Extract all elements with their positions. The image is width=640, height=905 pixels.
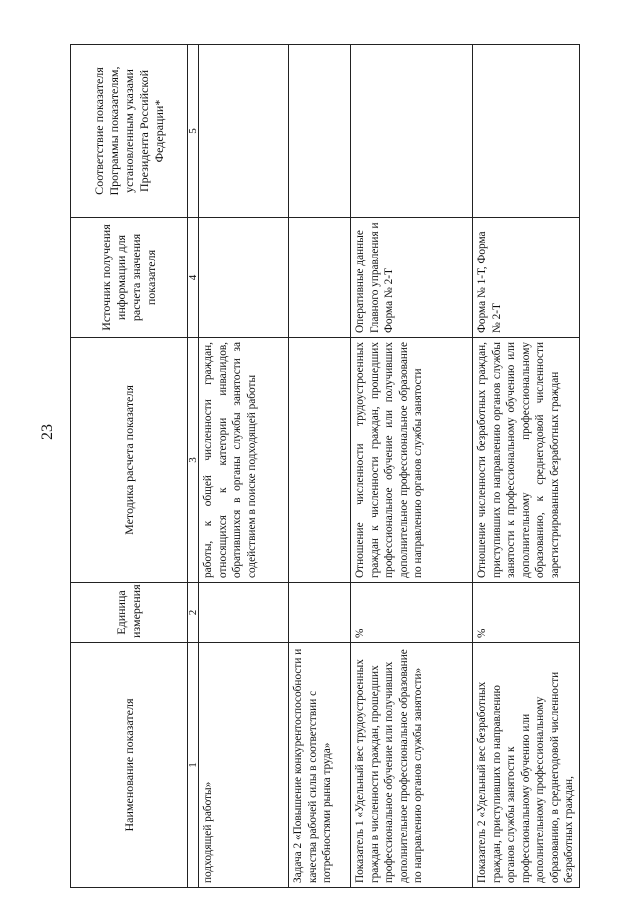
indicators-table (70, 44, 580, 888)
header-compliance: Соответствие показателя Программы показателям, установленным указами Президента Российской Федерации* (71, 45, 188, 218)
header-name: Наименование показателя (71, 643, 188, 888)
column-number: 3 (188, 338, 199, 583)
table-row (289, 45, 351, 888)
table-row (199, 45, 289, 888)
calculation-method: Отношение численности трудоустроенных граждан к численности граждан, прошедших профессиональное обучение или получивших дополнительное профессиональное образование по направлению органов службы занятости (351, 338, 473, 583)
compliance (199, 45, 289, 218)
data-source: Форма № 1-Т, Форма № 2-Т (473, 218, 580, 338)
indicator-unit (289, 583, 351, 643)
header-unit: Единица измерения (71, 583, 188, 643)
data-source (199, 218, 289, 338)
data-source (289, 218, 351, 338)
compliance (351, 45, 473, 218)
indicator-unit: % (473, 583, 580, 643)
table-row (351, 45, 473, 888)
calculation-method (289, 338, 351, 583)
header-source: Источник получения информации для расчета значения показателя (71, 218, 188, 338)
indicator-name: подходящей работы» (199, 643, 289, 888)
column-number: 1 (188, 643, 199, 888)
header-row (71, 45, 188, 888)
task-name: Задача 2 «Повышение конкурентоспособности и качества рабочей силы в соответствии с потребностями рынка труда» (289, 643, 351, 888)
compliance (289, 45, 351, 218)
page-number: 23 (39, 424, 56, 440)
compliance (473, 45, 580, 218)
calculation-method: Отношение численности безработных граждан, приступивших по направлению органов службы занятости к профессиональному обучению или дополнительному профессиональному образованию, к среднегодовой численности зарегистрированных безработных граждан (473, 338, 580, 583)
column-number: 2 (188, 583, 199, 643)
indicator-name: Показатель 2 «Удельный вес безработных граждан, приступивших по направлению органов службы занятости к профессиональному обучению или дополнительному профессиональному образованию, в среднегодовой численности безработных граждан, (473, 643, 580, 888)
calculation-method: работы, к общей численности граждан, относящихся к категории инвалидов, обратившихся в органы службы занятости за содействием в поиске подходящей работы (199, 338, 289, 583)
data-source: Оперативные данные Главного управления и Форма № 2-Т (351, 218, 473, 338)
header-method: Методика расчета показателя (71, 338, 188, 583)
rotated-page (70, 45, 626, 888)
indicator-name: Показатель 1 «Удельный вес трудоустроенных граждан в численности граждан, прошедших профессиональное обучение или получивших дополнительное профессиональное образование по направлению органов службы занятости» (351, 643, 473, 888)
column-number: 4 (188, 218, 199, 338)
indicator-unit (199, 583, 289, 643)
table-row (473, 45, 580, 888)
column-number: 5 (188, 45, 199, 218)
indicator-unit: % (351, 583, 473, 643)
column-number-row (188, 45, 199, 888)
